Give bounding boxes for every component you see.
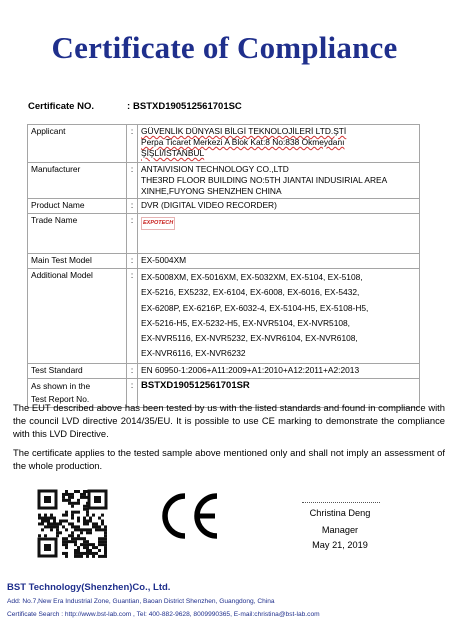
manufacturer-line: ANTAIVISION TECHNOLOGY CO.,LTD — [141, 164, 289, 174]
test-standard-label: Test Standard — [28, 363, 127, 378]
applicant-line: GÜVENLİK DÜNYASI BİLGİ TEKNOLOJİLERİ LTD.ŞTİ — [141, 126, 347, 136]
signatory-date: May 21, 2019 — [312, 540, 368, 550]
model-line: EX-NVR6116, EX-NVR6232 — [141, 348, 246, 359]
colon: : — [127, 363, 138, 378]
colon: : — [127, 199, 138, 214]
trade-name-row — [28, 214, 420, 254]
footer-address: Add: No.7,New Era Industrial Zone, Guantian, Baoan District Shenzhen, Guangdong, China — [7, 598, 275, 605]
additional-model-row — [28, 269, 420, 364]
footer-contact: Certificate Search : http://www.bst-lab.com , Tel: 400-882-9628, 8009990365, E-mail:christina@bst-lab.com — [7, 611, 320, 618]
model-line: EX-6208P, EX-6216P, EX-6032-4, EX-5104-H5, EX-5108-H5, — [141, 302, 369, 313]
additional-model-label: Additional Model — [28, 269, 127, 364]
colon: : — [127, 163, 138, 199]
colon: : — [127, 269, 138, 364]
manufacturer-row — [28, 163, 420, 199]
compliance-paragraph: The EUT described above has been tested by us with the listed standards and found in compliance with the council LVD directive 2014/35/EU. It is possible to use CE marking to demonstrate the compliance with this LVD Directive. — [13, 402, 445, 439]
colon: : — [127, 214, 138, 254]
manufacturer-line: XINHE,FUYONG SHENZHEN CHINA — [141, 186, 282, 196]
product-name-row — [28, 199, 420, 214]
ce-mark-icon — [161, 492, 223, 540]
scope-paragraph: The certificate applies to the tested sample above mentioned only and shall not imply an assessment of the whole production. — [13, 447, 445, 471]
model-line: EX-5216, EX5232, EX-6104, EX-6008, EX-6016, EX-5432, — [141, 287, 360, 298]
trade-name-value — [138, 214, 420, 254]
applicant-line: ŞİŞLİ/İSTANBUL — [141, 148, 205, 158]
footer-company-name: BST Technology(Shenzhen)Co., Ltd. — [7, 582, 171, 593]
qr-code — [37, 489, 108, 558]
main-test-model-label: Main Test Model — [28, 254, 127, 269]
manufacturer-value — [138, 163, 420, 199]
test-standard-row — [28, 363, 420, 378]
signatory-title: Manager — [321, 525, 359, 535]
manufacturer-label: Manufacturer — [28, 163, 127, 199]
colon: : — [127, 378, 138, 407]
additional-model-value — [138, 269, 420, 364]
expotech-logo: EXPOTECH — [141, 217, 175, 230]
model-line: EX-5008XM, EX-5016XM, EX-5032XM, EX-5104, EX-5108, — [141, 272, 363, 282]
product-name-label: Product Name — [28, 199, 127, 214]
applicant-value — [138, 125, 420, 163]
certificate-info-table — [27, 124, 420, 408]
main-test-model-row — [28, 254, 420, 269]
main-test-model-value: EX-5004XM — [138, 254, 420, 269]
certificate-no-label: Certificate NO. — [28, 101, 94, 112]
product-name-value: DVR (DIGITAL VIDEO RECORDER) — [138, 199, 420, 214]
signatory-name: Christina Deng — [309, 508, 371, 518]
applicant-row — [28, 125, 420, 163]
manufacturer-line: THE3RD FLOOR BUILDING NO:5TH JIANTAI INDUSIRIAL AREA — [141, 175, 388, 185]
applicant-label: Applicant — [28, 125, 127, 163]
trade-name-label: Trade Name — [28, 214, 127, 254]
test-standard-value: EN 60950-1:2006+A11:2009+A1:2010+A12:2011+A2:2013 — [138, 363, 420, 378]
certificate-no-value: BSTXD190512561701SC — [133, 101, 242, 112]
page-title: Certificate of Compliance — [51, 30, 398, 65]
colon: : — [127, 254, 138, 269]
applicant-line: Perpa Ticaret Merkezi A Blok Kat:8 No:838 Okmeydanı — [141, 137, 345, 147]
signature-line — [302, 502, 380, 503]
certificate-no-colon: : — [127, 101, 131, 112]
colon: : — [127, 125, 138, 163]
model-line: EX-5216-H5, EX-5232-H5, EX-NVR5104, EX-NVR5108, — [141, 317, 351, 328]
report-no-label-line: As shown in the — [31, 380, 91, 391]
model-line: EX-NVR5116, EX-NVR5232, EX-NVR6104, EX-NVR6108, — [141, 333, 358, 344]
report-no-value: BSTXD190512561701SR — [138, 378, 420, 407]
report-no-label-line: Test Report No. — [31, 393, 90, 404]
